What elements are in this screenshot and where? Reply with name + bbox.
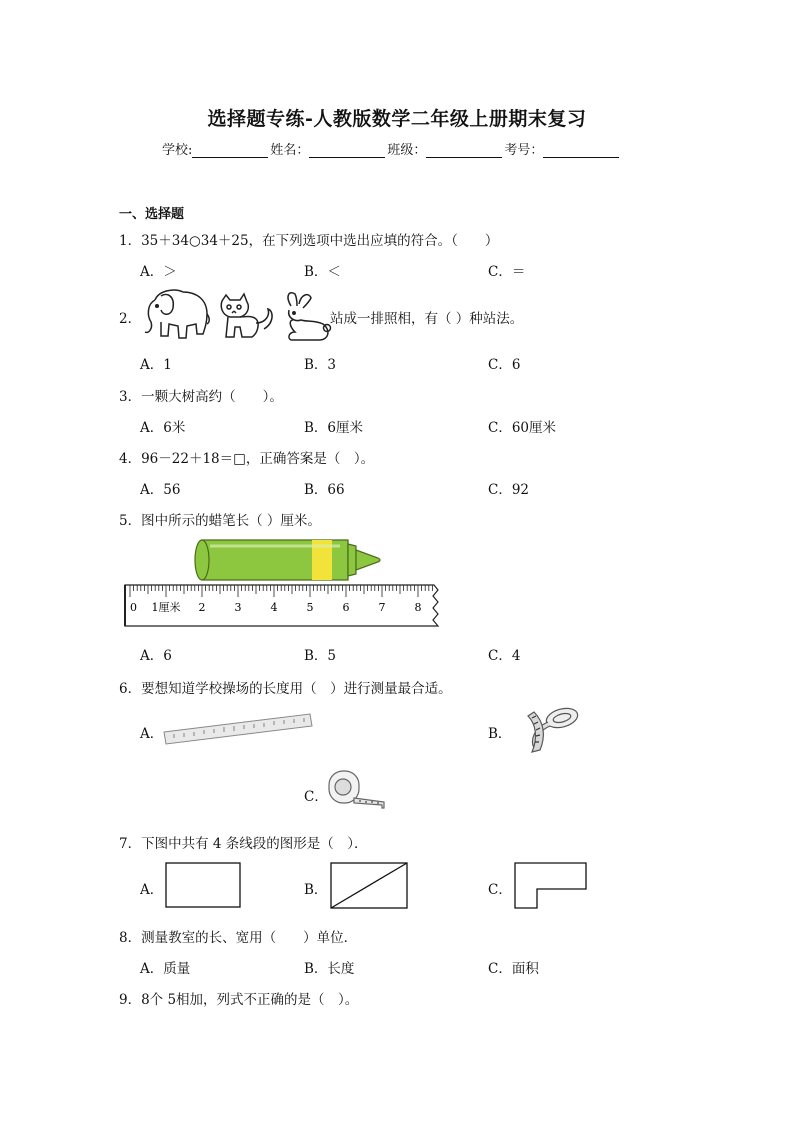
school-label: 学校: [162,143,193,158]
crayon-icon [190,538,390,584]
name-blank[interactable] [309,145,385,158]
q5-option-c[interactable]: C．4 [488,648,521,664]
question-3-text: 3．一颗大树高约（ ）。 [119,389,283,405]
soft-tape-measure-icon [512,702,584,758]
class-label: 班级： [387,143,427,158]
q5-option-b[interactable]: B．5 [304,648,337,664]
ruler-tick-label: 8 [414,601,422,614]
ruler-tick-label: 6 [342,601,350,614]
ruler-tick-label: 5 [306,601,314,614]
q6-option-c[interactable]: C． [304,789,328,805]
elephant-icon [141,286,211,342]
q8-option-a[interactable]: A．质量 [140,961,191,977]
ruler-tick-label: 0 [130,601,137,614]
rectangle-with-diagonal-figure [330,862,410,910]
q6-option-b[interactable]: B． [488,726,512,742]
q3-option-a[interactable]: A．6米 [140,420,186,436]
q3-option-b[interactable]: B．6厘米 [304,420,364,436]
q1-option-c[interactable]: C．＝ [488,264,526,280]
q7-option-c[interactable]: C． [488,882,512,898]
question-7-text: 7．下图中共有 4 条线段的图形是（ ）． [119,836,368,852]
question-1-text: 1．35＋34○34＋25，在下列选项中选出应填的符合。（ ） [119,233,499,249]
ruler-tick-label: 2 [198,601,206,614]
exam-no-label: 考号： [504,143,544,158]
question-6-text: 6．要想知道学校操场的长度用（ ）进行测量最合适。 [119,681,452,697]
q4-option-b[interactable]: B．66 [304,482,345,498]
rectangle-figure [165,862,243,910]
question-2-text: 站成一排照相，有（ ）种站法。 [330,311,524,327]
class-blank[interactable] [426,145,502,158]
q8-option-b[interactable]: B．长度 [304,961,355,977]
question-2-number: 2． [119,311,142,327]
ruler-tick-label: 3 [234,601,242,614]
q7-option-a[interactable]: A． [140,882,164,898]
straight-ruler-icon [162,712,314,748]
exam-no-blank[interactable] [543,145,619,158]
l-shape-figure [514,862,590,912]
q1-option-b[interactable]: B．＜ [304,264,341,280]
question-4-text: 4．96－22＋18＝□，正确答案是（ ）。 [119,451,375,467]
rabbit-icon [281,290,331,342]
ruler-tick-label: 1厘米 [151,601,181,614]
ruler-tick-label: 4 [270,601,278,614]
q2-option-a[interactable]: A．1 [140,357,172,373]
q8-option-c[interactable]: C．面积 [488,961,539,977]
q5-option-a[interactable]: A．6 [140,648,172,664]
q2-option-b[interactable]: B．3 [304,357,337,373]
question-9-text: 9．8个 5相加，列式不正确的是（ ）。 [119,992,359,1008]
q3-option-c[interactable]: C．60厘米 [488,420,557,436]
q4-option-a[interactable]: A．56 [140,482,181,498]
ruler [124,584,440,628]
q6-option-a[interactable]: A． [140,726,164,742]
ruler-tick-label: 7 [378,601,386,614]
name-label: 姓名： [270,143,310,158]
section-title: 一、选择题 [119,207,185,222]
q7-option-b[interactable]: B． [304,882,328,898]
cat-icon [218,293,276,343]
tape-measure-icon [326,768,390,814]
question-5-text: 5．图中所示的蜡笔长（ ）厘米。 [119,513,321,529]
student-info-line [162,139,621,158]
question-8-text: 8．测量教室的长、宽用（ ）单位． [119,930,358,946]
school-blank[interactable] [192,145,268,158]
page-title: 选择题专练-人教版数学二年级上册期末复习 [207,108,587,130]
q1-option-a[interactable]: A．＞ [140,264,177,280]
q4-option-c[interactable]: C．92 [488,482,530,498]
q2-option-c[interactable]: C．6 [488,357,521,373]
